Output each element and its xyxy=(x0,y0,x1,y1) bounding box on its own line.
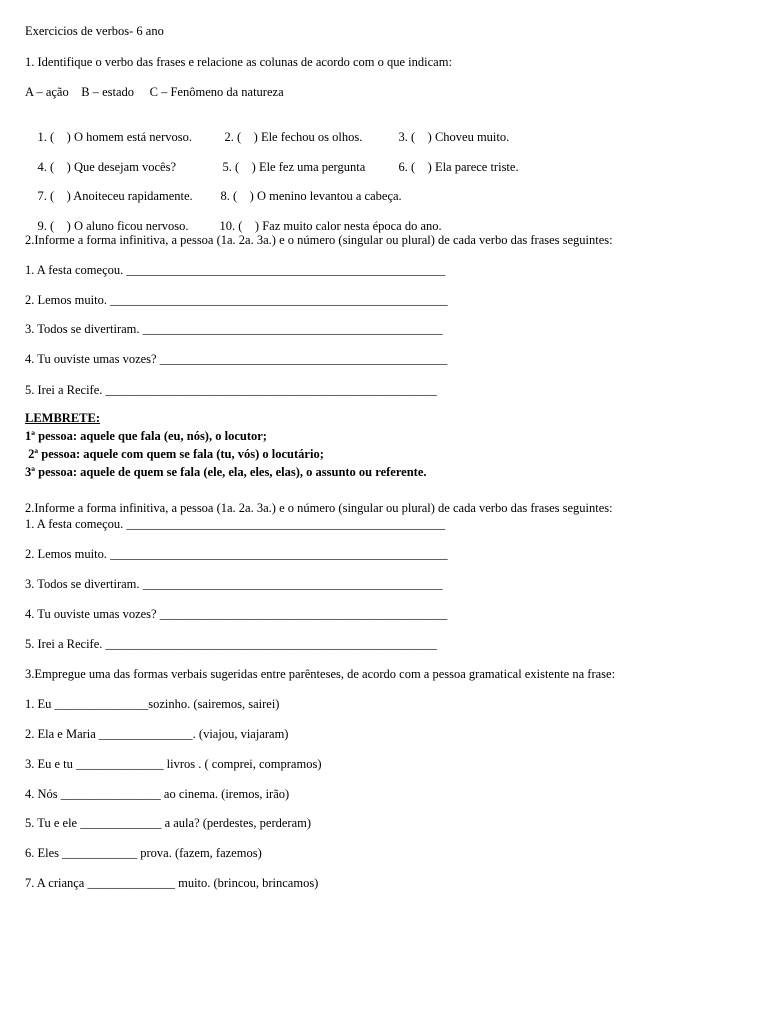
question-2b-item: 5. Irei a Recife. _____________________________________________________ xyxy=(25,637,437,651)
question-3-item: 5. Tu e ele _____________ a aula? (perdestes, perderam) xyxy=(25,816,312,830)
worksheet-title: Exercicios de verbos- 6 ano xyxy=(25,24,164,38)
question-3-item: 1. Eu _______________sozinho. (sairemos, sairei) xyxy=(25,697,280,711)
question-1-prompt: 1. Identifique o verbo das frases e relacione as colunas de acordo com o que indicam: xyxy=(25,55,452,69)
question-3-item: 4. Nós ________________ ao cinema. (iremos, irão) xyxy=(25,787,290,801)
question-1-item: 1. ( ) O homem está nervoso. xyxy=(37,130,192,144)
question-3-item: 7. A criança ______________ muito. (brincou, brincamos) xyxy=(25,876,319,890)
question-3-item: 6. Eles ____________ prova. (fazem, fazemos) xyxy=(25,846,262,860)
question-2-item: 5. Irei a Recife. _____________________________________________________ xyxy=(25,383,437,397)
question-2b-item: 2. Lemos muito. ______________________________________________________ xyxy=(25,547,448,561)
question-1-item: 10. ( ) Faz muito calor nesta época do ano. xyxy=(219,219,442,233)
question-1-item: 8. ( ) O menino levantou a cabeça. xyxy=(220,189,402,203)
question-2-prompt: 2.Informe a forma infinitiva, a pessoa (1a. 2a. 3a.) e o número (singular ou plural) de cada verbo das frases seguintes: xyxy=(25,233,613,247)
question-2-item: 1. A festa começou. ___________________________________________________ xyxy=(25,263,446,277)
question-2-item: 3. Todos se divertiram. ________________________________________________ xyxy=(25,322,443,336)
question-1-item: 3. ( ) Choveu muito. xyxy=(398,130,510,144)
question-2b-item: 3. Todos se divertiram. ________________________________________________ xyxy=(25,577,443,591)
question-1-legend: A – ação B – estado C – Fenômeno da natureza xyxy=(25,85,284,99)
question-2b-item: 4. Tu ouviste umas vozes? ______________________________________________ xyxy=(25,607,448,621)
question-3-prompt: 3.Empregue uma das formas verbais sugeridas entre parênteses, de acordo com a pessoa gramatical existente na frase: xyxy=(25,667,616,681)
question-1-item: 4. ( ) Que desejam vocês? xyxy=(37,160,176,174)
lembrete-line: 2ª pessoa: aquele com quem se fala (tu, vós) o locutário; xyxy=(25,447,324,461)
question-1-item: 7. ( ) Anoiteceu rapidamente. xyxy=(37,189,193,203)
lembrete-line: 3ª pessoa: aquele de quem se fala (ele, ela, eles, elas), o assunto ou referente. xyxy=(25,465,427,479)
lembrete-line: 1ª pessoa: aquele que fala (eu, nós), o locutor; xyxy=(25,429,267,443)
question-3-item: 3. Eu e tu ______________ livros . ( comprei, compramos) xyxy=(25,757,322,771)
question-2-item: 2. Lemos muito. ______________________________________________________ xyxy=(25,293,448,307)
question-2b-prompt: 2.Informe a forma infinitiva, a pessoa (1a. 2a. 3a.) e o número (singular ou plural) de cada verbo das frases seguintes: xyxy=(25,501,613,515)
lembrete-heading: LEMBRETE: xyxy=(25,411,101,425)
question-2b-item: 1. A festa começou. ___________________________________________________ xyxy=(25,517,446,531)
question-3-item: 2. Ela e Maria _______________. (viajou, viajaram) xyxy=(25,727,289,741)
question-1-item: 6. ( ) Ela parece triste. xyxy=(398,160,519,174)
question-1-item: 5. ( ) Ele fez uma pergunta xyxy=(222,160,366,174)
question-2-item: 4. Tu ouviste umas vozes? ______________________________________________ xyxy=(25,352,448,366)
question-1-item: 2. ( ) Ele fechou os olhos. xyxy=(224,130,363,144)
question-1-item: 9. ( ) O aluno ficou nervoso. xyxy=(37,219,189,233)
